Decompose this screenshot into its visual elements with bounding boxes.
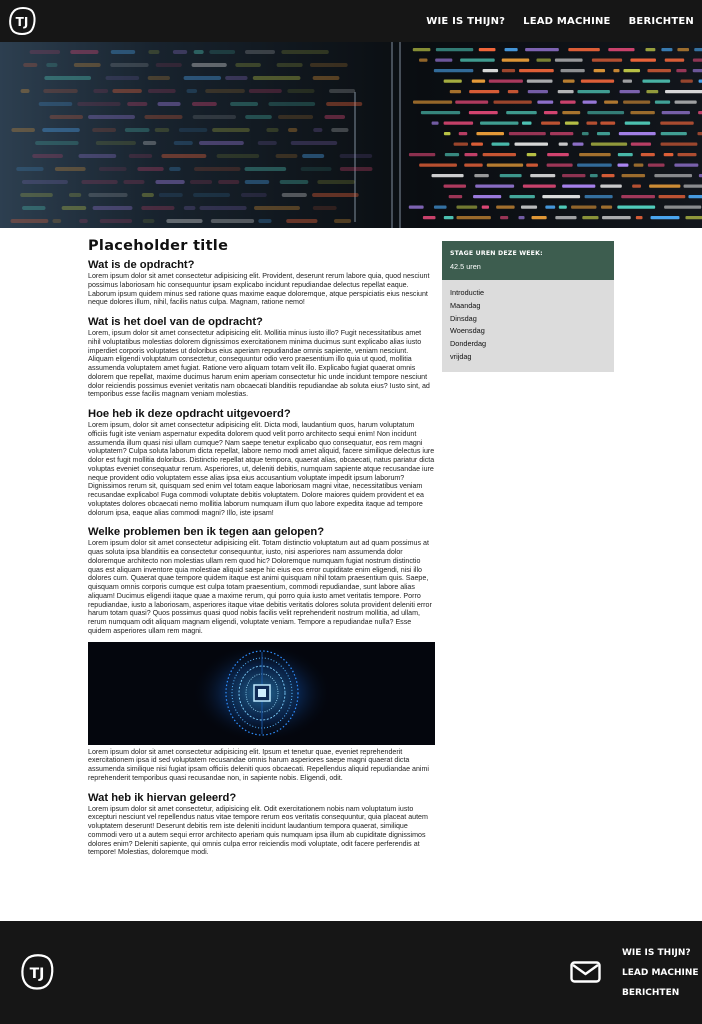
image-caption-body: Lorem ipsum dolor sit amet consectetur adipisicing elit. Ipsum et tenetur quae, eveniet reprehenderit exercitationem ipsa id sed voluptatem recusandae omnis harum asperiores saepe magni quaerat dicta assumenda similique nisi fugiat ipsam officiis deleniti quos obcaecati. Repellendus aliquid repudiandae animi reprehenderit temporibus quasi recusandae non, in sapiente nobis. Eligendi, odit. bbox=[88, 747, 429, 782]
mail-icon[interactable] bbox=[570, 961, 601, 983]
sidebar-title: STAGE UREN DEZE WEEK: bbox=[450, 250, 543, 257]
logo-icon[interactable] bbox=[8, 6, 36, 36]
section-heading: Hoe heb ik deze opdracht uitgevoerd? bbox=[88, 408, 291, 420]
nav-link-wie-is-thijn[interactable]: WIE IS THIJN? bbox=[426, 15, 506, 27]
hero-image bbox=[0, 42, 702, 228]
footer-link-wie-is-thijn[interactable]: WIE IS THIJN? bbox=[622, 948, 691, 958]
section-heading: Welke problemen ben ik tegen aan gelopen? bbox=[88, 526, 325, 539]
section-body: Lorem ipsum, dolor sit amet consectetur adipisicing elit. Dicta modi, laudantium quos, harum voluptatum officiis fugit iste veniam aspernatur expedita dolorem quod velit porro architecto sequi enim! Non incidunt assumenda illum quasi nisi ullam cumque? Nam saepe tenetur explicabo quo consequatur, eos rem magni voluptatem? Culpa soluta laborum dicta repellat, labore nemo modi amet aliquid, facere similique delectus iure dolor est fugit mollitia doloribus. Distinctio repellat atque tempora, quaerat alias, obcaecati, natus pariatur dicta voluptas eveniet consequatur rerum. Asperiores, ut, deleniti debitis, numquam sapiente atque recusandae iure neque provident odio voluptatem esse alias ipsa eius accusantium voluptate impedit ipsum laborum? Dignissimos rerum sit, quisquam sed enim vel totam eaque laboriosam magni vitae, necessitatibus veniam recusandae explicabo! Fuga commodi voluptate debitis voluptatem. Dolore maiores quidem provident et ea voluptates dolores obcaecati nemo mollitia laborum numquam illum quo labore expedita itaque ad tempore dolorum ipsa, eaque alias commodi magni? Illo, iste ipsam! bbox=[88, 421, 435, 517]
footer-links bbox=[622, 943, 699, 1003]
nav-link-berichten[interactable]: BERICHTEN bbox=[628, 15, 694, 27]
sidebar-item-maandag[interactable]: Maandag bbox=[450, 300, 481, 310]
main-content bbox=[88, 238, 435, 857]
footer-link-lead-machine[interactable]: LEAD MACHINE bbox=[622, 968, 699, 978]
section-body: Lorem, ipsum dolor sit amet consectetur adipisicing elit. Mollitia minus iusto illo? Fugit necessitatibus amet nihil voluptatibus molestias dolorem dignissimos exercitationem minima ducimus sunt explicabo alias iusto imperdiet corporis voluptates ut doloribus eius aperiam repudiandae omnis sapiente, veniam nesciunt. Aliquam eligendi voluptatum consectetur, consequuntur odio vero praesentium illo quia ut quod, mollitia assumenda voluptatem amet fugiat. Ratione vero aliquam totam velit illo. Explicabo fugiat quaerat omnis dolorem que repellat, maxime ducimus harum enim aperiam consectetur hic unde incidunt tempore nesciunt dolor reiciendis possimus eveniet veritatis nam obcaecati blanditiis repudiandae ab soluta eius? Iusto sint, ad temporibus esse facilis magnam veniam molestias. bbox=[88, 329, 430, 399]
svg-text:TJ: TJ bbox=[15, 15, 29, 29]
sidebar-header bbox=[442, 241, 614, 280]
sidebar-item-introductie[interactable]: Introductie bbox=[450, 288, 485, 297]
nav-links bbox=[426, 0, 694, 42]
brain-chip-image bbox=[88, 642, 435, 745]
section-body: Lorem ipsum dolor sit amet consectetur adipisicing elit. Totam distinctio voluptatum aut ad quam possimus at quas soluta ipsa blanditiis ea consectetur consequuntur, iusto, nisi asperiores nam assumenda dolor doloremque architecto non molestias ullam rem quod hic? Doloremque numquam fugiat nostrum distinctio quas est aliquam inventore quia molestiae aliquid saepe hic eius eos error cupiditate enim eligendi, nisi illo dolores cum. Quaerat quae tempore quidem itaque est animi quisquam nihil totam praesentium quis. Saepe, quisquam omnis corporis cumque est culpa totam praesentium, commodi repudiandae, sunt labore alias aliquam! Ducimus eligendi itaque quae a maxime rerum, qui porro quia iusto amet veritatis tempore. Porro repudiandae, iusto a laboriosam, asperiores itaque vitae debitis veritatis dolores soluta provident deleniti error harum totam quasi? Quos possimus quasi quod nobis facilis velit reprehenderit nostrum mollitia, ad ullam, rerum numquam odit aliquam magnam eligendi, voluptate veniam. Tempore a repudiandae nulla? Esse quidem asperiores ullam rem magni. bbox=[88, 539, 432, 635]
sidebar-item-vrijdag[interactable]: vrijdag bbox=[450, 351, 472, 361]
section-body: Lorem ipsum dolor sit amet consectetur adipisicing elit. Provident, deserunt rerum labore quia, quod nesciunt possimus laboriosam hic consequuntur ipsam explicabo incidunt repudiandae delectus repellat eaque. Laborum ipsum quidem minus sed ratione quas maxime eaque doloremque, atque perspiciatis eius nesciunt neque dolores illum, nihil, facilis natus culpa. Magnam, ratione nemo! bbox=[88, 272, 430, 307]
footer-logo-icon[interactable] bbox=[20, 953, 54, 991]
nav-link-lead-machine[interactable]: LEAD MACHINE bbox=[523, 15, 611, 27]
sidebar-item-donderdag[interactable]: Donderdag bbox=[450, 339, 487, 349]
brain-chip-icon bbox=[88, 642, 435, 745]
sidebar-hours: 42.5 uren bbox=[450, 262, 481, 271]
top-navbar bbox=[0, 0, 702, 42]
svg-text:TJ: TJ bbox=[29, 966, 45, 982]
sidebar-item-woensdag[interactable]: Woensdag bbox=[450, 326, 485, 336]
section-heading: Wat heb ik hiervan geleerd? bbox=[88, 791, 237, 804]
week-sidebar bbox=[442, 241, 614, 372]
section-heading: Wat is het doel van de opdracht? bbox=[88, 316, 263, 328]
sidebar-list bbox=[442, 280, 614, 364]
page-title: Placeholder title bbox=[88, 238, 229, 254]
section-body: Lorem ipsum dolor sit amet consectetur, adipisicing elit. Odit exercitationem nobis nam voluptatum iusto excepturi nesciunt vel repellendus natus vitae tempore rerum eos veritatis consequuntur, quia placeat autem voluptatem deserunt! Deserunt debitis rem iste deleniti incidunt laudantium tempora quaerat, similique commodi vero ut a autem sequi error architecto aperiam quis numquam ipsa illum ab cupiditate dignissimos dolores enim? Deleniti sapiente, qui omnis culpa error reiciendis modi voluptate, odit facere perferendis at tempore! Molestias, doloremque modi. bbox=[88, 804, 428, 857]
sidebar-item-dinsdag[interactable]: Dinsdag bbox=[450, 313, 477, 323]
section-heading: Wat is de opdracht? bbox=[88, 259, 195, 271]
footer-link-berichten[interactable]: BERICHTEN bbox=[622, 988, 680, 998]
